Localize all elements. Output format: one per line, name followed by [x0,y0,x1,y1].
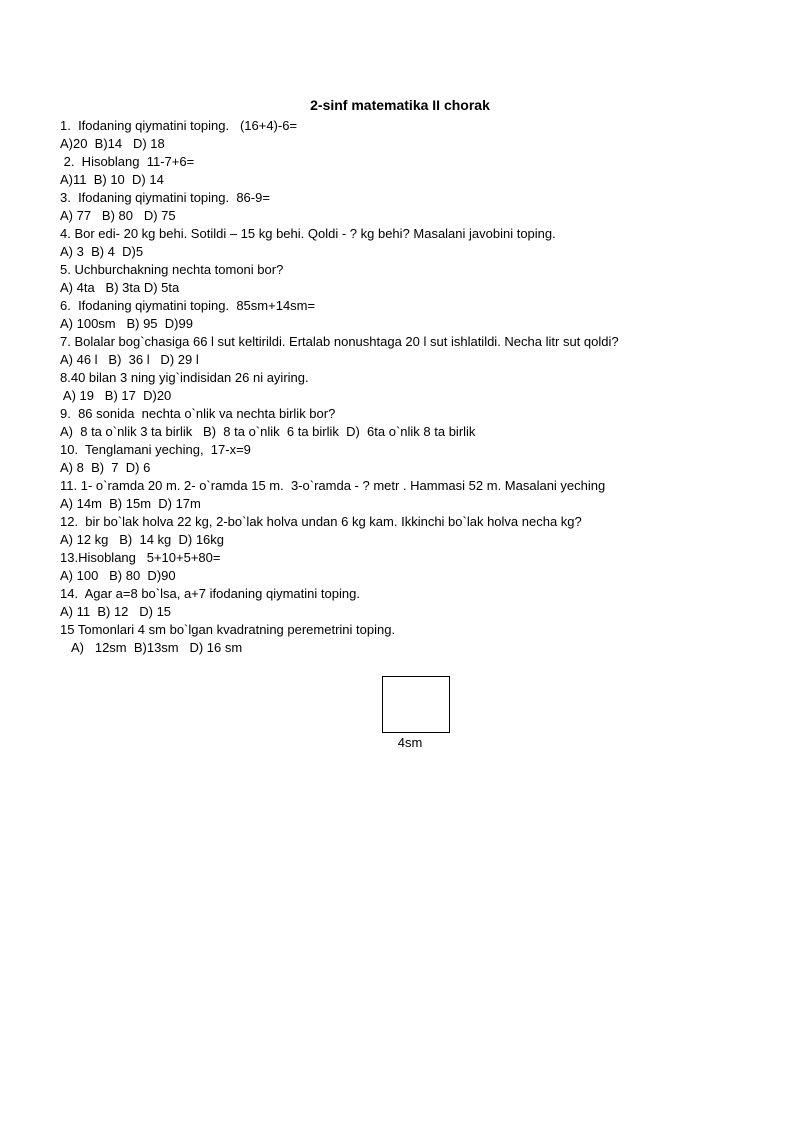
question-5: 5. Uchburchakning nechta tomoni bor? [60,262,284,277]
question-4: 4. Bor edi- 20 kg behi. Sotildi – 15 kg behi. Qoldi - ? kg behi? Masalani javobini toping. [60,226,556,241]
answer-options-6: A) 100sm B) 95 D)99 [60,316,193,331]
question-10: 10. Tenglamani yeching, 17-x=9 [60,442,251,457]
question-7: 7. Bolalar bog`chasiga 66 l sut keltirildi. Ertalab nonushtaga 20 l sut ishlatildi. Necha litr sut qoldi? [60,334,619,349]
question-8: 8.40 bilan 3 ning yig`indisidan 26 ni ayiring. [60,370,309,385]
answer-options-9: A) 8 ta o`nlik 3 ta birlik B) 8 ta o`nlik 6 ta birlik D) 6ta o`nlik 8 ta birlik [60,424,476,439]
answer-options-11: A) 14m B) 15m D) 17m [60,496,201,511]
question-9: 9. 86 sonida nechta o`nlik va nechta birlik bor? [60,406,336,421]
answer-options-14: A) 11 B) 12 D) 15 [60,604,172,619]
square-figure [382,676,450,733]
answer-options-3: A) 77 B) 80 D) 75 [60,208,176,223]
question-3: 3. Ifodaning qiymatini toping. 86-9= [60,190,270,205]
answer-options-4: A) 3 B) 4 D)5 [60,244,144,259]
question-15: 15 Tomonlari 4 sm bo`lgan kvadratning peremetrini toping. [60,622,396,637]
answer-options-13: A) 100 B) 80 D)90 [60,568,176,583]
answer-options-8: A) 19 B) 17 D)20 [60,388,172,403]
answer-options-5: A) 4ta B) 3ta D) 5ta [60,280,180,295]
question-list [60,117,760,657]
question-14: 14. Agar a=8 bo`lsa, a+7 ifodaning qiymatini toping. [60,586,360,601]
question-11: 11. 1- o`ramda 20 m. 2- o`ramda 15 m. 3-o`ramda - ? metr . Hammasi 52 m. Masalani yeching [60,478,606,493]
answer-options-10: A) 8 B) 7 D) 6 [60,460,151,475]
answer-options-12: A) 12 kg B) 14 kg D) 16kg [60,532,225,547]
answer-options-7: A) 46 l B) 36 l D) 29 l [60,352,199,367]
square-side-label: 4sm [397,735,423,750]
answer-options-15: A) 12sm B)13sm D) 16 sm [71,640,243,655]
document-title: 2-sinf matematika II chorak [310,97,490,113]
answer-options-2: A)11 B) 10 D) 14 [60,172,164,187]
question-12: 12. bir bo`lak holva 22 kg, 2-bo`lak holva undan 6 kg kam. Ikkinchi bo`lak holva necha kg? [60,514,582,529]
question-2: 2. Hisoblang 11-7+6= [60,154,195,169]
answer-options-1: A)20 B)14 D) 18 [60,136,165,151]
question-13: 13.Hisoblang 5+10+5+80= [60,550,221,565]
question-6: 6. Ifodaning qiymatini toping. 85sm+14sm= [60,298,316,313]
question-1: 1. Ifodaning qiymatini toping. (16+4)-6= [60,118,298,133]
